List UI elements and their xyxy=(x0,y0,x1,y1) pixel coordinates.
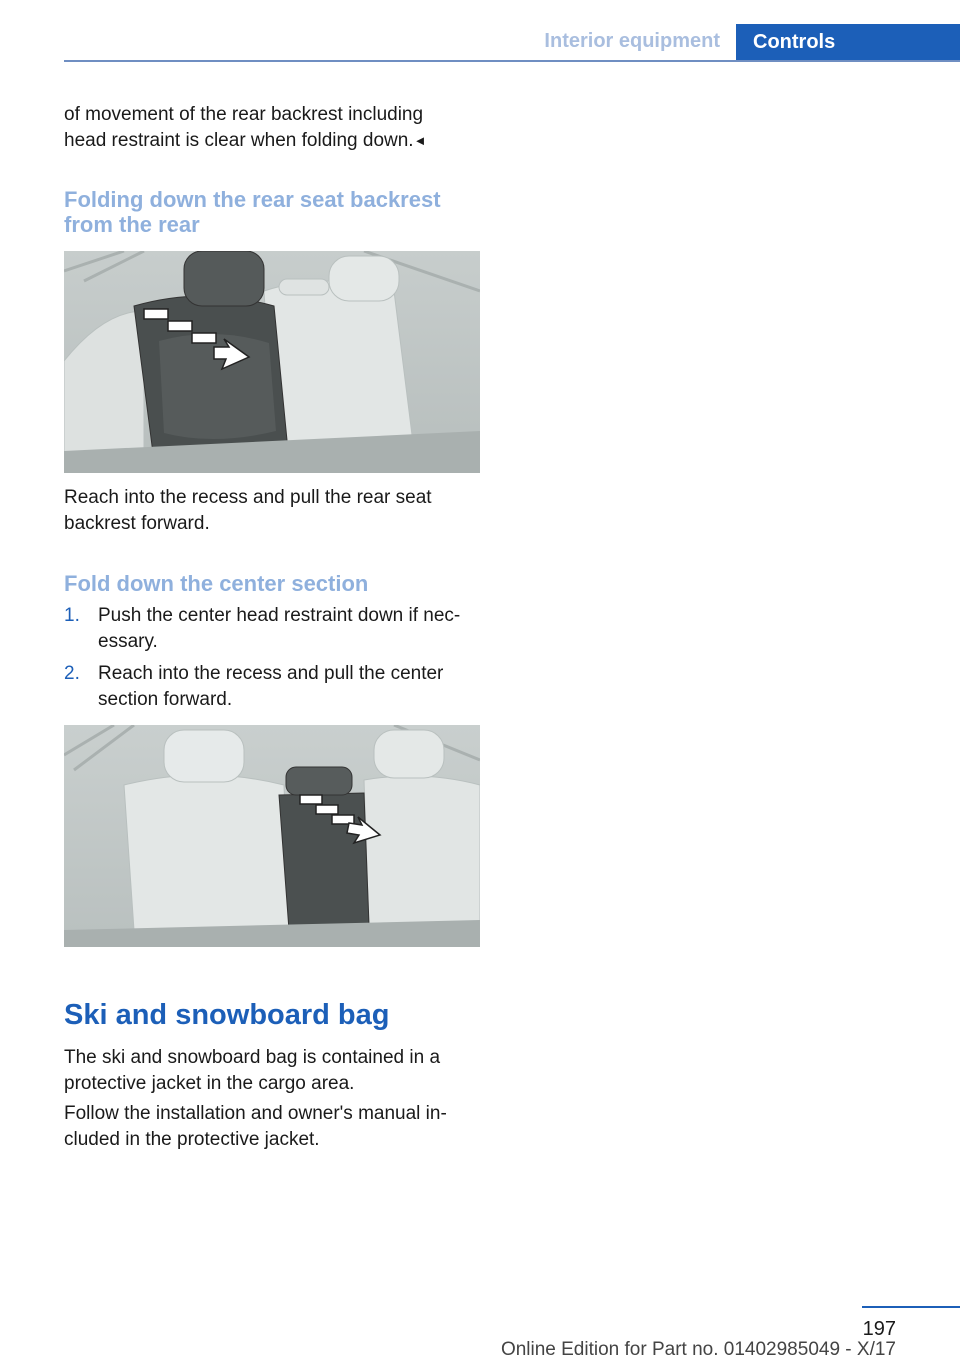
heading-center-section: Fold down the center section xyxy=(64,571,369,596)
heading-line-2: from the rear xyxy=(64,212,200,237)
paragraph-line-2: protective jacket in the cargo area. xyxy=(64,1073,355,1094)
paragraph-line-2: cluded in the protective jacket. xyxy=(64,1129,320,1150)
step-1 xyxy=(64,603,484,655)
step-text-line-2: essary. xyxy=(98,631,158,652)
heading-line-1: Folding down the rear seat backrest xyxy=(64,187,441,212)
intro-paragraph xyxy=(64,102,480,154)
step-text-line-1: Reach into the recess and pull the center xyxy=(98,663,444,684)
ski-paragraph-1 xyxy=(64,1045,480,1097)
header-rule xyxy=(64,60,960,62)
step-number: 1. xyxy=(64,605,80,626)
step-text-line-2: section forward. xyxy=(98,689,233,710)
caption-rear-backrest xyxy=(64,485,480,537)
caption-line-1: Reach into the recess and pull the rear seat xyxy=(64,487,432,508)
page-header xyxy=(0,24,960,62)
intro-line-2: head restraint is clear when folding down. xyxy=(64,130,414,151)
header-chapter-tab: Controls xyxy=(736,24,960,62)
figure-rear-backrest xyxy=(64,251,480,473)
page-number: 197 xyxy=(862,1318,896,1340)
heading-ski-snowboard-bag: Ski and snowboard bag xyxy=(64,999,390,1031)
step-text-line-1: Push the center head restraint down if nec- xyxy=(98,605,461,626)
step-text xyxy=(98,603,484,655)
paragraph-line-1: Follow the installation and owner's manual in- xyxy=(64,1103,447,1124)
paragraph-line-1: The ski and snowboard bag is contained in a xyxy=(64,1047,441,1068)
footer-rule xyxy=(862,1306,960,1308)
end-mark: ◄ xyxy=(413,133,427,148)
figure-center-section xyxy=(64,725,480,947)
step-text xyxy=(98,661,484,713)
step-2 xyxy=(64,661,484,713)
rear-seat-illustration xyxy=(64,251,480,473)
ski-paragraph-2 xyxy=(64,1101,480,1153)
heading-fold-from-rear xyxy=(64,187,480,237)
caption-line-2: backrest forward. xyxy=(64,513,210,534)
footer-edition: Online Edition for Part no. 01402985049 - X/17 xyxy=(500,1339,896,1360)
header-section-title: Interior equipment xyxy=(544,30,720,52)
intro-line-1: of movement of the rear backrest including xyxy=(64,104,424,125)
step-number: 2. xyxy=(64,663,80,684)
center-section-illustration xyxy=(64,725,480,947)
